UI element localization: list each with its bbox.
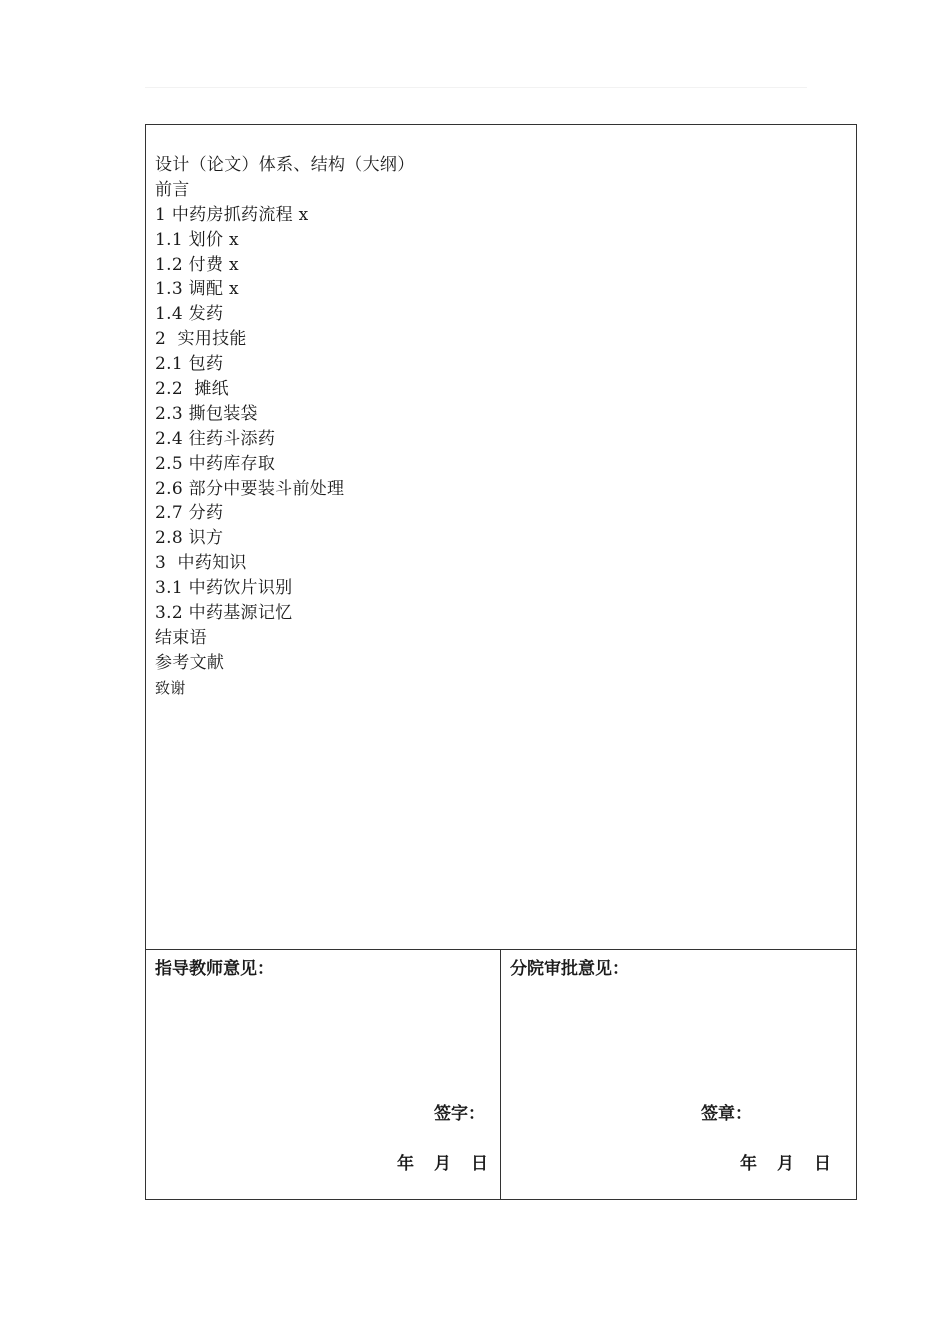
outline-item: 2.6 部分中要装斗前处理 [155,478,345,499]
outline-title: 设计（论文）体系、结构（大纲） [155,155,415,175]
outline-item: 结束语 [155,627,207,648]
outline-item: 3.2 中药基源记忆 [155,603,293,624]
outline-item: 前言 [155,179,190,200]
college-seal-label: 签章： [701,1104,752,1124]
outline-item: 2.5 中药库存取 [155,453,276,474]
advisor-date-line [397,1152,488,1176]
outline-item: 2.8 识方 [155,528,224,549]
advisor-signature-label: 签字： [434,1104,485,1124]
outline-item: 参考文献 [155,652,225,673]
outline-item: 2.4 往药斗添药 [155,428,276,449]
date-month: 月 [777,1154,794,1174]
advisor-opinion-cell [146,950,501,1199]
date-day: 日 [814,1154,831,1174]
date-year: 年 [397,1154,414,1174]
outline-item: 1 中药房抓药流程 x [155,204,309,225]
college-date-line [740,1152,831,1176]
outline-item: 1.4 发药 [155,304,224,325]
outline-item: 2.7 分药 [155,503,224,524]
header-rule [145,87,807,88]
outline-item: 2.3 撕包装袋 [155,403,258,424]
outline-item: 3.1 中药饮片识别 [155,578,293,599]
outline-item: 2.1 包药 [155,354,224,375]
outline-item: 致谢 [155,678,186,697]
outline-item: 1.1 划价 x [155,229,239,250]
thesis-outline-form [145,124,857,1200]
outline-item: 3 中药知识 [155,553,247,574]
outline-item: 1.2 付费 x [155,254,239,275]
outline-item: 2.2 摊纸 [155,379,229,400]
date-month: 月 [434,1154,451,1174]
outline-item: 2 实用技能 [155,329,247,350]
college-approval-heading: 分院审批意见： [510,959,629,979]
outline-section [146,125,856,950]
advisor-opinion-heading: 指导教师意见： [155,959,274,979]
date-day: 日 [471,1154,488,1174]
date-year: 年 [740,1154,757,1174]
outline-item: 1.3 调配 x [155,279,239,300]
outline-list [155,153,415,701]
college-approval-cell [501,950,856,1199]
